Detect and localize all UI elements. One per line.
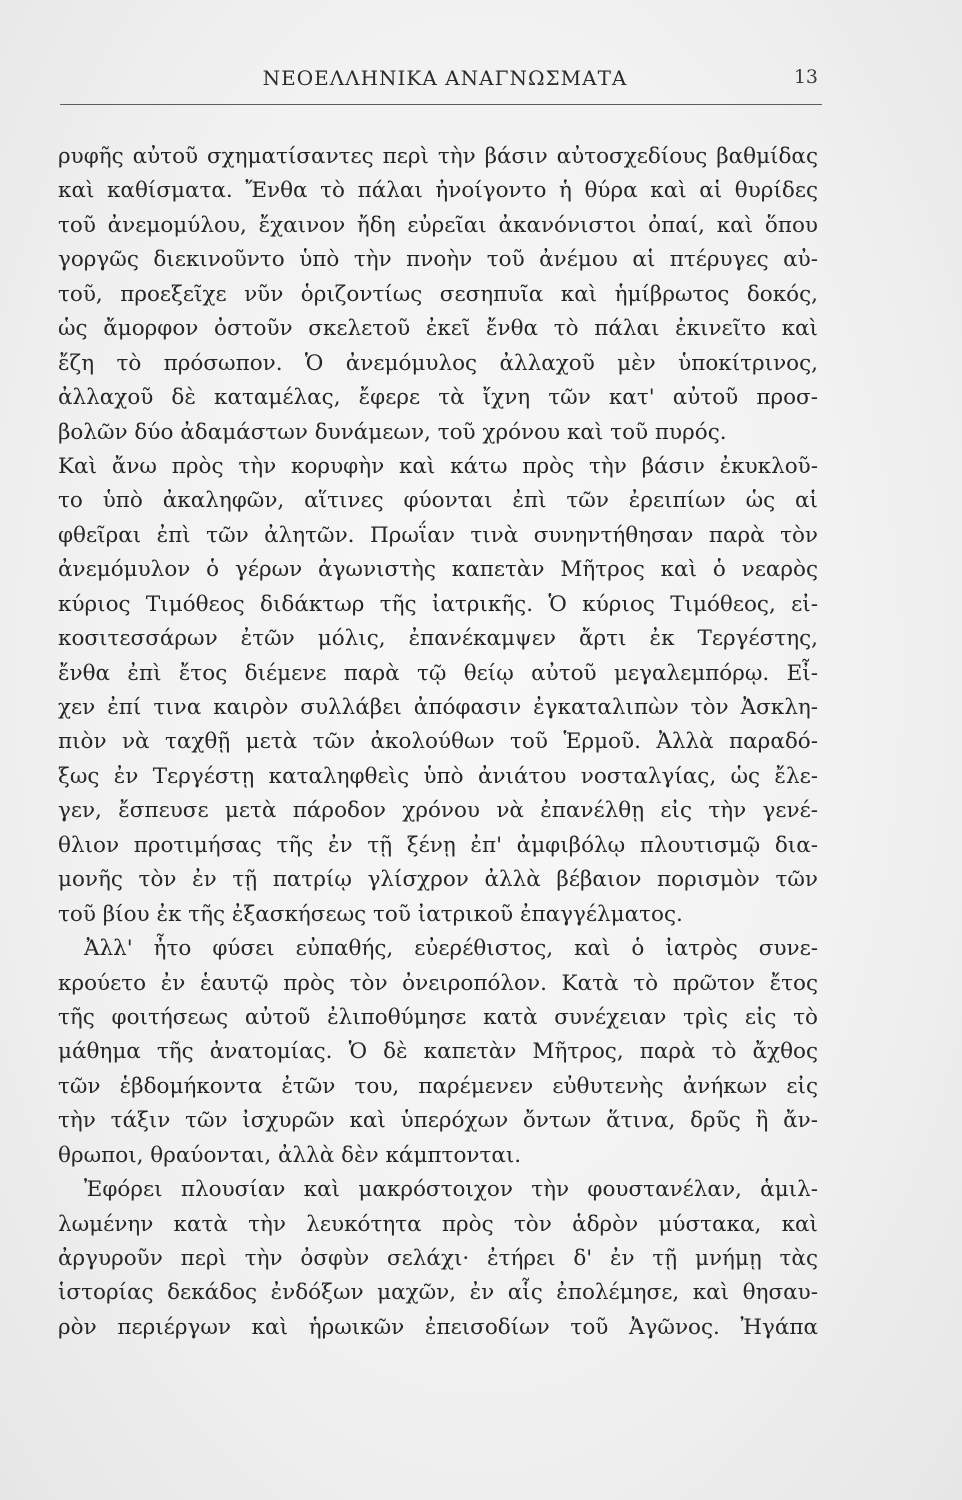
text-line: μονῆς τὸν ἐν τῇ πατρίῳ γλίσχρον ἀλλὰ βέβαιον πορισμὸν τῶν — [58, 867, 818, 893]
running-title: ΝΕΟΕΛΛΗΝΙΚΑ ΑΝΑΓΝΩΣΜΑΤΑ — [262, 66, 628, 90]
text-line: τοῦ βίου ἐκ τῆς ἐξασκήσεως τοῦ ἰατρικοῦ ἐπαγγέλματος. — [58, 901, 683, 927]
page-header — [60, 64, 830, 100]
text-line: κοσιτεσσάρων ἐτῶν μόλις, ἐπανέκαμψεν ἄρτι ἐκ Τεργέστης, — [58, 626, 818, 652]
text-line: τὴν τάξιν τῶν ἰσχυρῶν καὶ ὑπερόχων ὄντων ἅτινα, δρῦς ἢ ἄν- — [58, 1108, 818, 1134]
text-line: τοῦ ἀνεμομύλου, ἔχαινον ἤδη εὐρεῖαι ἀκανόνιστοι ὀπαί, καὶ ὅπου — [58, 212, 818, 238]
text-line: κύριος Τιμόθεος διδάκτωρ τῆς ἰατρικῆς. Ὁ κύριος Τιμόθεος, εἰ- — [58, 591, 818, 617]
text-line: ρὸν περιέργων καὶ ἡρωικῶν ἐπεισοδίων τοῦ Ἀγῶνος. Ἠγάπα — [58, 1314, 818, 1340]
text-line: κρούετο ἐν ἑαυτῷ πρὸς τὸν ὀνειροπόλον. Κατὰ τὸ πρῶτον ἔτος — [58, 970, 818, 996]
text-line: Ἀλλ' ἦτο φύσει εὐπαθής, εὐερέθιστος, καὶ ὁ ἰατρὸς συνε- — [84, 936, 818, 962]
page-number: 13 — [793, 66, 818, 88]
text-line: ἀργυροῦν περὶ τὴν ὀσφὺν σελάχι· ἐτήρει δ' ἐν τῇ μνήμῃ τὰς — [58, 1246, 818, 1271]
text-line: θρωποι, θραύονται, ἀλλὰ δὲν κάμπτονται. — [58, 1142, 522, 1168]
text-line: τῶν ἑβδομήκοντα ἐτῶν του, παρέμενεν εὐθυτενὴς ἀνήκων εἰς — [58, 1073, 818, 1099]
text-line: ἀλλαχοῦ δὲ καταμέλας, ἔφερε τὰ ἴχνη τῶν κατ' αὐτοῦ προσ- — [58, 385, 818, 411]
body-text — [58, 140, 818, 1345]
text-line: ἔνθα ἐπὶ ἔτος διέμενε παρὰ τῷ θείῳ αὐτοῦ μεγαλεμπόρῳ. Εἶ- — [58, 660, 818, 686]
text-line: Καὶ ἄνω πρὸς τὴν κορυφὴν καὶ κάτω πρὸς τὴν βάσιν ἐκυκλοῦ- — [58, 453, 818, 479]
text-line: ἀνεμόμυλον ὁ γέρων ἀγωνιστὴς καπετὰν Μῆτρος καὶ ὁ νεαρὸς — [58, 557, 818, 583]
text-line: βολῶν δύο ἀδαμάστων δυνάμεων, τοῦ χρόνου καὶ τοῦ πυρός. — [58, 419, 727, 445]
text-line: το ὑπὸ ἀκαληφῶν, αἵτινες φύονται ἐπὶ τῶν ἐρειπίων ὡς αἱ — [58, 488, 818, 514]
text-line: καὶ καθίσματα. Ἔνθα τὸ πάλαι ἠνοίγοντο ἡ θύρα καὶ αἱ θυρίδες — [58, 178, 818, 204]
text-line: τοῦ, προεξεῖχε νῦν ὁριζοντίως σεσηπυῖα καὶ ἡμίβρωτος δοκός, — [58, 281, 818, 307]
text-line: γοργῶς διεκινοῦντο ὑπὸ τὴν πνοὴν τοῦ ἀνέμου αἱ πτέρυγες αὐ- — [58, 247, 818, 273]
text-line: πιὸν νὰ ταχθῇ μετὰ τῶν ἀκολούθων τοῦ Ἑρμοῦ. Ἀλλὰ παραδό- — [58, 729, 818, 755]
text-line: γεν, ἔσπευσε μετὰ πάροδον χρόνου νὰ ἐπανέλθῃ εἰς τὴν γενέ- — [58, 798, 818, 824]
text-line: ἔζη τὸ πρόσωπον. Ὁ ἀνεμόμυλος ἀλλαχοῦ μὲν ὑποκίτρινος, — [58, 350, 818, 376]
text-line: θλιον προτιμήσας τῆς ἐν τῇ ξένῃ ἐπ' ἀμφιβόλῳ πλουτισμῷ δια- — [58, 832, 818, 858]
text-line: φθεῖραι ἐπὶ τῶν ἀλητῶν. Πρωΐαν τινὰ συνηντήθησαν παρὰ τὸν — [58, 522, 818, 548]
text-line: ὡς ἄμορφον ὀστοῦν σκελετοῦ ἐκεῖ ἔνθα τὸ πάλαι ἐκινεῖτο καὶ — [58, 316, 818, 342]
header-rule — [60, 104, 822, 105]
text-line: μάθημα τῆς ἀνατομίας. Ὁ δὲ καπετὰν Μῆτρος, παρὰ τὸ ἄχθος — [58, 1039, 818, 1065]
text-line: χεν ἐπί τινα καιρὸν συλλάβει ἀπόφασιν ἐγκαταλιπὼν τὸν Ἀσκλη- — [58, 695, 818, 720]
text-line: ἱστορίας δεκάδος ἐνδόξων μαχῶν, ἐν αἷς ἐπολέμησε, καὶ θησαυ- — [58, 1280, 818, 1306]
text-line: λωμένην κατὰ τὴν λευκότητα πρὸς τὸν ἁδρὸν μύστακα, καὶ — [58, 1211, 818, 1237]
text-line: Ἐφόρει πλουσίαν καὶ μακρόστοιχον τὴν φουστανέλαν, ἁμιλ- — [84, 1177, 818, 1203]
text-line: ξως ἐν Τεργέστῃ καταληφθεὶς ὑπὸ ἀνιάτου νοσταλγίας, ὡς ἔλε- — [58, 763, 818, 789]
text-line: ρυφῆς αὐτοῦ σχηματίσαντες περὶ τὴν βάσιν αὐτοσχεδίους βαθμίδας — [58, 144, 818, 169]
text-line: τῆς φοιτήσεως αὐτοῦ ἐλιποθύμησε κατὰ συνέχειαν τρὶς εἰς τὸ — [58, 1004, 818, 1030]
